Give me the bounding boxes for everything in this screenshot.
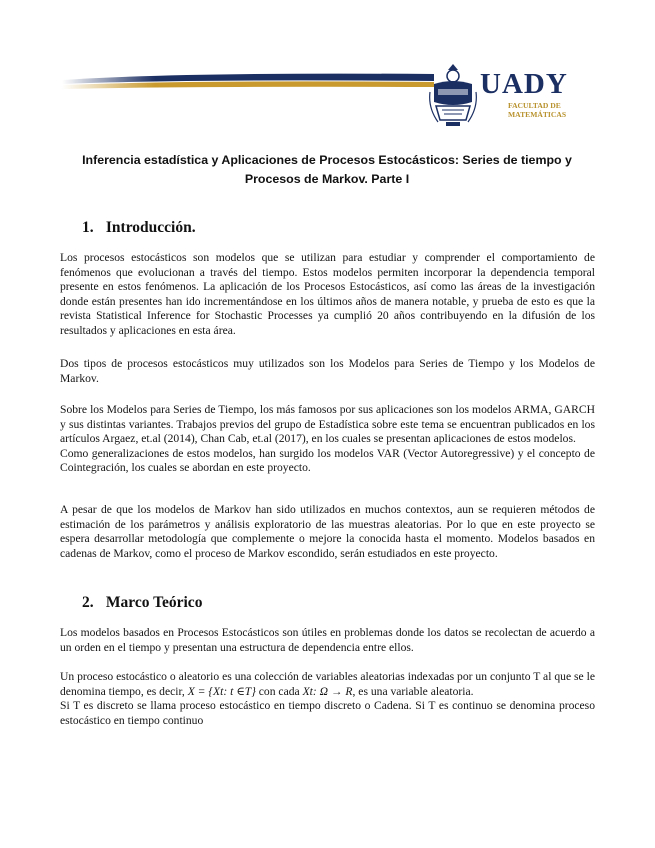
paragraph — [60, 403, 595, 476]
paragraph — [60, 503, 595, 561]
paragraph-text: Como generalizaciones de estos modelos, han surgido los modelos VAR (Vector Autoregressive) y el concepto de Cointegración, los cuales se abordan en este proyecto. — [60, 446, 595, 475]
paragraph-text-part: Un proceso estocástico o aleatorio es una colección de variables aleatorias indexadas por un conjunto T al que se le denomina tiempo, es decir, — [60, 670, 595, 698]
section-number: 1. — [82, 219, 94, 236]
logo-faculty — [508, 101, 578, 119]
paragraph — [60, 357, 595, 386]
math-expression: : Ω → R — [312, 684, 353, 698]
paragraph-text: Si T es discreto se llama proceso estocástico en tiempo discreto o Cadena. Si T es continuo se denomina proceso estocástico en tiempo continuo — [60, 699, 595, 727]
paragraph-text-part: , es una variable aleatoria. — [352, 684, 474, 698]
paragraph-text: A pesar de que los modelos de Markov han sido utilizados en muchos contextos, aun se requieren métodos de estimación de los parámetros y análisis exploratorio de las muestras aleatorias. Por lo que en este proyecto se espera desarrollar metodología que complemente o mejore la conocida hasta el momento. Modelos basados en cadenas de Markov, como el proceso de Markov escondido, serán estudiados en este proyecto. — [60, 503, 595, 560]
logo-wordmark: UADY — [480, 68, 568, 100]
uady-crest-icon — [428, 62, 478, 128]
math-expression: X = {Xt: t ∈T} — [187, 684, 256, 698]
paragraph-text — [60, 670, 595, 699]
section-heading-introduccion — [82, 219, 196, 237]
title-line-1: Inferencia estadística y Aplicaciones de Procesos Estocásticos: Series de tiempo y — [82, 153, 572, 167]
uady-logo — [428, 60, 578, 132]
paragraph-text: Los procesos estocásticos son modelos que se utilizan para estudiar y comprender el comportamiento de fenómenos que evolucionan a través del tiempo. Estos modelos permiten incorporar la dependencia temporal presente en estos fenómenos. La aplicación de los Procesos Estocásticos, así como las áreas de la investigación donde están presentes han ido incrementándose en los últimos años de manera notable, y prueba de esto es que la revista Statistical Inference for Stochastic Processes ya cumplió 20 años contribuyendo en la difusión de los resultados y aplicaciones en esta área. — [60, 251, 595, 337]
section-number: 2. — [82, 594, 94, 611]
math-expression: Xt — [302, 684, 313, 698]
logo-faculty-line1: FACULTAD DE — [508, 101, 561, 110]
paragraph-text: Sobre los Modelos para Series de Tiempo, los más famosos por sus aplicaciones son los modelos ARMA, GARCH y sus distintas variantes. Trabajos previos del grupo de Estadística sobre este tema se encuentran publicados en los artículos Argaez, et.al (2014), Chan Cab, et.al (2017), en los cuales se presentan aplicaciones de estos modelos. — [60, 403, 595, 446]
paragraph — [60, 626, 595, 655]
section-title: Introducción. — [105, 219, 196, 236]
title-line-2: Procesos de Markov. Parte I — [244, 172, 410, 186]
header-band — [62, 68, 434, 94]
paragraph — [60, 251, 595, 339]
paragraph-text-part: con cada — [258, 684, 300, 698]
paragraph-text: Los modelos basados en Procesos Estocásticos son útiles en problemas donde los datos se recolectan de acuerdo a un orden en el tiempo y presentan una estructura de dependencia entre ellos. — [60, 626, 595, 654]
logo-faculty-line2: MATEMÁTICAS — [508, 110, 567, 119]
paragraph-text: Dos tipos de procesos estocásticos muy utilizados son los Modelos para Series de Tiempo y los Modelos de Markov. — [60, 357, 595, 385]
paragraph — [60, 670, 595, 728]
section-title: Marco Teórico — [105, 594, 203, 611]
section-heading-marco-teorico — [82, 594, 202, 612]
document-title — [70, 151, 584, 189]
